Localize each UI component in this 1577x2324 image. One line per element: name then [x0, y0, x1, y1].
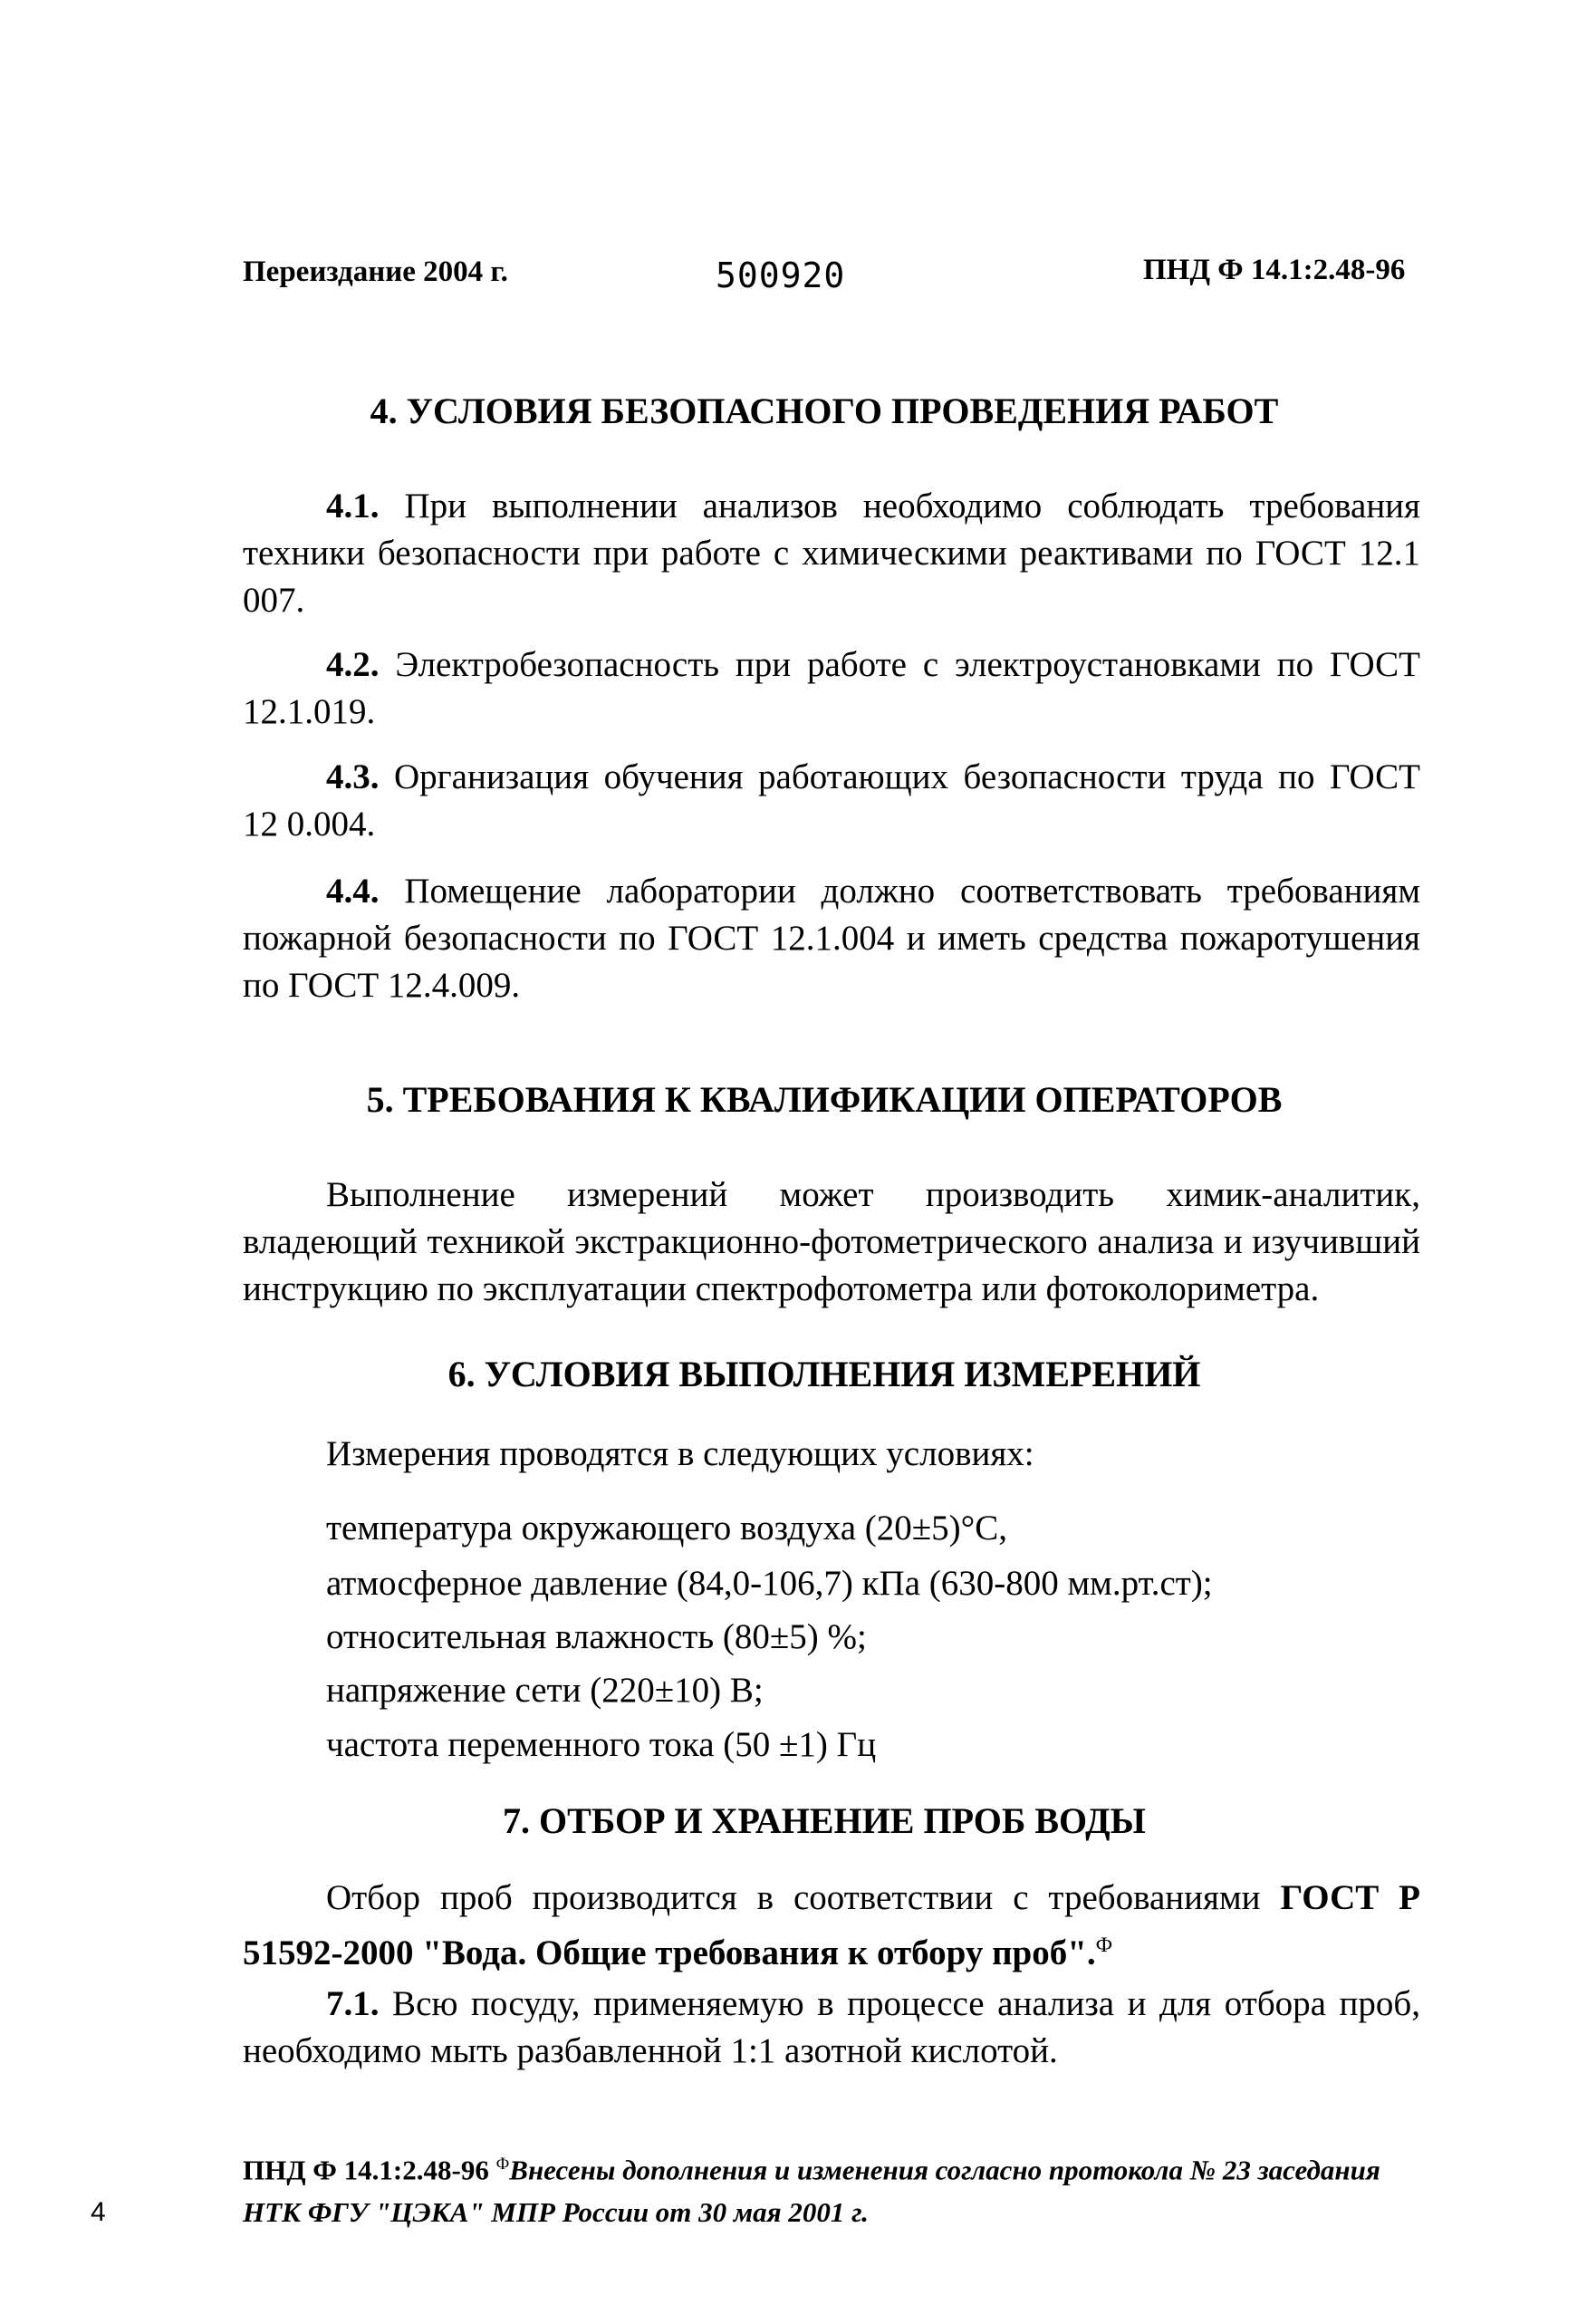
paragraph-7-0	[243, 1875, 1420, 1977]
header-doc-number: 500920	[716, 256, 846, 295]
header-standard-code: ПНД Ф 14.1:2.48-96	[1143, 254, 1406, 286]
paragraph-7-1	[243, 1981, 1420, 2075]
condition-item: температура окружающего воздуха (20±5)°С,	[326, 1509, 1008, 1548]
paragraph-5: Выполнение измерений может производить химик-аналитик, владеющий техникой экстракционно-фотометрического анализа и изучивший инструкцию по эксплуатации спектрофотометра или фотоколориметра.	[243, 1175, 1420, 1308]
paragraph-text: Отбор проб производится в соответствии с требованиями	[326, 1878, 1281, 1917]
page-number: 4	[91, 2197, 106, 2227]
conditions-intro: Измерения проводятся в следующих условиях:	[326, 1434, 1034, 1473]
footer-code: ПНД Ф 14.1:2.48-96	[243, 2154, 496, 2186]
condition-item: частота переменного тока (50 ±1) Гц	[326, 1725, 877, 1764]
paragraph-text: Помещение лаборатории должно соответствовать требованиям пожарной безопасности по ГОСТ 12.1.004 и иметь средства пожаротушения по ГОСТ 12.4.009.	[243, 872, 1420, 1005]
paragraph-text: При выполнении анализов необходимо соблюдать требования техники безопасности при работе с химическими реактивами по ГОСТ 12.1 007.	[243, 487, 1420, 620]
section-4-title: 4. УСЛОВИЯ БЕЗОПАСНОГО ПРОВЕДЕНИЯ РАБОТ	[370, 391, 1279, 431]
paragraph-text: Всю посуду, применяемую в процессе анализа и для отбора проб, необходимо мыть разбавленной 1:1 азотной кислотой.	[243, 1984, 1420, 2070]
standard-reference: ГОСТ Р 51592-2000 "Вода. Общие требования к отбору проб".	[243, 1878, 1421, 1972]
amendment-mark: Ф	[1095, 1933, 1113, 1957]
condition-item: относительная влажность (80±5) %;	[326, 1617, 867, 1656]
condition-item: напряжение сети (220±10) В;	[326, 1671, 764, 1710]
paragraph-text: Организация обучения работающих безопасности труда по ГОСТ 12 0.004.	[243, 757, 1420, 844]
paragraph-4-2	[243, 641, 1420, 736]
paragraph-number: 7.1.	[326, 1984, 380, 2023]
paragraph-number: 4.1.	[326, 487, 380, 526]
footer-note-text: Внесены дополнения и изменения согласно протокола № 23 заседания НТК ФГУ "ЦЭКА" МПР России от 30 мая 2001 г.	[243, 2154, 1380, 2229]
paragraph-text: Электробезопасность при работе с электроустановками по ГОСТ 12.1.019.	[243, 645, 1420, 731]
paragraph-4-3	[243, 754, 1420, 848]
paragraph-number: 4.4.	[326, 872, 380, 911]
condition-item: атмосферное давление (84,0-106,7) кПа (630-800 мм.рт.ст);	[326, 1564, 1213, 1603]
paragraph-number: 4.3.	[326, 757, 380, 796]
header-reissue: Переиздание 2004 г.	[243, 256, 508, 288]
section-5-title: 5. ТРЕБОВАНИЯ К КВАЛИФИКАЦИИ ОПЕРАТОРОВ	[366, 1079, 1283, 1120]
paragraph-4-1	[243, 483, 1420, 624]
paragraph-4-4	[243, 868, 1420, 1009]
paragraph-number: 4.2.	[326, 645, 380, 684]
section-7-title: 7. ОТБОР И ХРАНЕНИЕ ПРОБ ВОДЫ	[503, 1800, 1146, 1841]
amendment-mark: Ф	[495, 2155, 510, 2174]
section-6-title: 6. УСЛОВИЯ ВЫПОЛНЕНИЯ ИЗМЕРЕНИЙ	[447, 1354, 1201, 1394]
footer-note	[243, 2143, 1420, 2233]
